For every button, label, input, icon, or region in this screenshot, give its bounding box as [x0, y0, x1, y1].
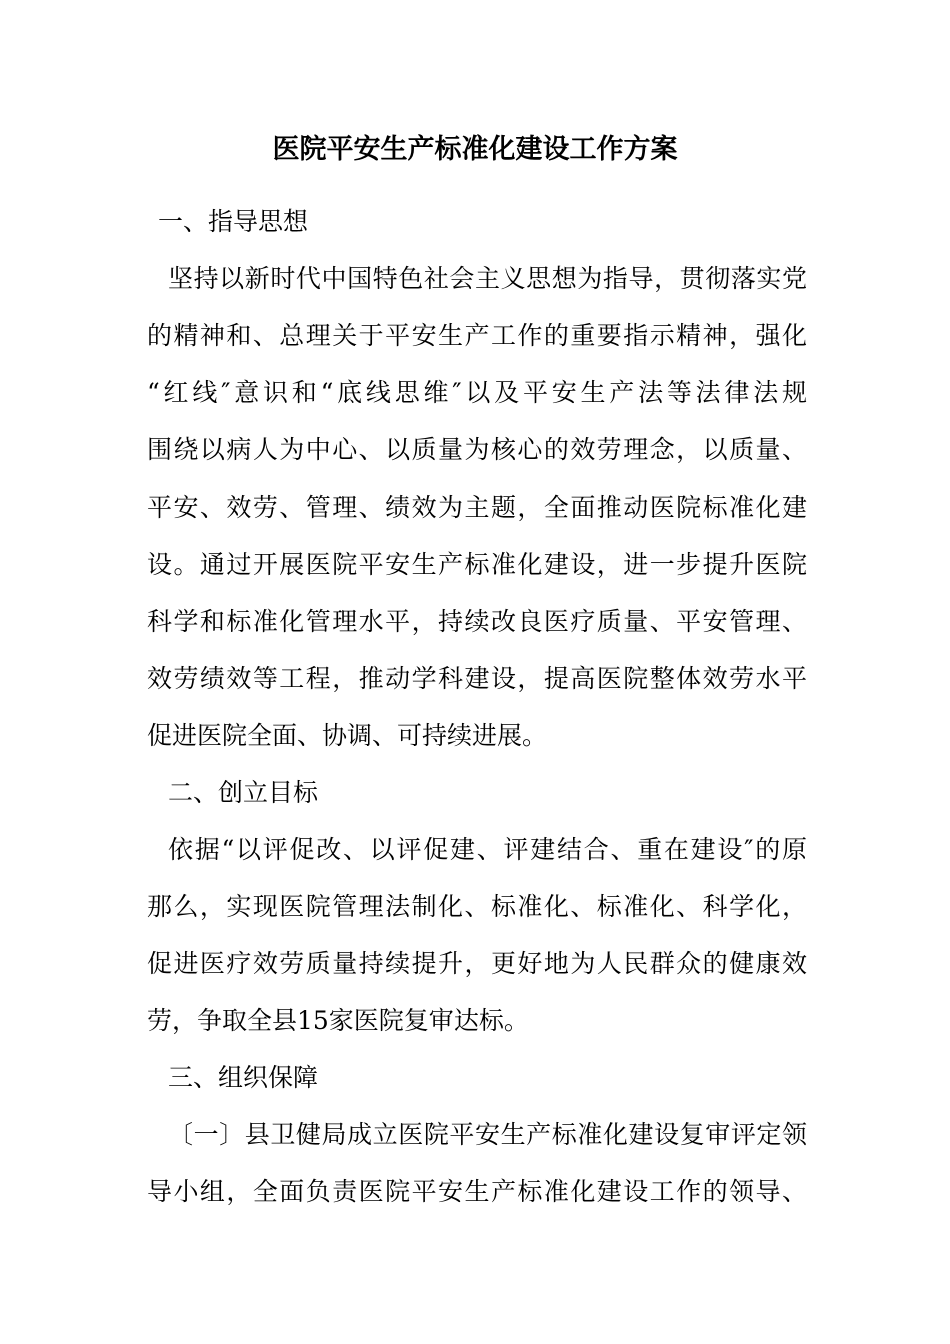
paragraph-line: “红线″意识和“底线思维″以及平安生产法等法律法规 [147, 378, 807, 407]
paragraph-line: 平安、效劳、管理、绩效为主题，全面推动医院标准化建 [147, 493, 807, 522]
paragraph-line: 依据“以评促改、以评促建、评建结合、重在建设″的原 [168, 835, 807, 864]
paragraph-line: 那么，实现医院管理法制化、标准化、标准化、科学化， [147, 892, 807, 921]
paragraph-line: 科学和标准化管理水平，持续改良医疗质量、平安管理、 [147, 607, 807, 636]
paragraph-line: 劳，争取全县15家医院复审达标。 [147, 1006, 529, 1035]
section-heading-guiding-thought: 一、指导思想 [158, 207, 309, 236]
paragraph-line: 促进医疗效劳质量持续提升，更好地为人民群众的健康效 [147, 949, 807, 978]
paragraph-line: 坚持以新时代中国特色社会主义思想为指导，贯彻落实党 [168, 264, 807, 293]
paragraph-line: 围绕以病人为中心、以质量为核心的效劳理念，以质量、 [147, 435, 807, 464]
paragraph-line: 〔一〕县卫健局成立医院平安生产标准化建设复审评定领 [168, 1120, 807, 1149]
document-title: 医院平安生产标准化建设工作方案 [272, 134, 678, 165]
paragraph-line: 导小组，全面负责医院平安生产标准化建设工作的领导、 [147, 1177, 807, 1206]
section-heading-organization: 三、组织保障 [168, 1063, 319, 1092]
paragraph-line: 促进医院全面、协调、可持续进展。 [147, 721, 548, 750]
paragraph-line: 效劳绩效等工程，推动学科建设，提高医院整体效劳水平 [147, 664, 807, 693]
paragraph-line: 设。通过开展医院平安生产标准化建设，进一步提升医院 [147, 550, 807, 579]
section-heading-goals: 二、创立目标 [168, 778, 319, 807]
paragraph-line: 的精神和、总理关于平安生产工作的重要指示精神，强化 [147, 321, 807, 350]
